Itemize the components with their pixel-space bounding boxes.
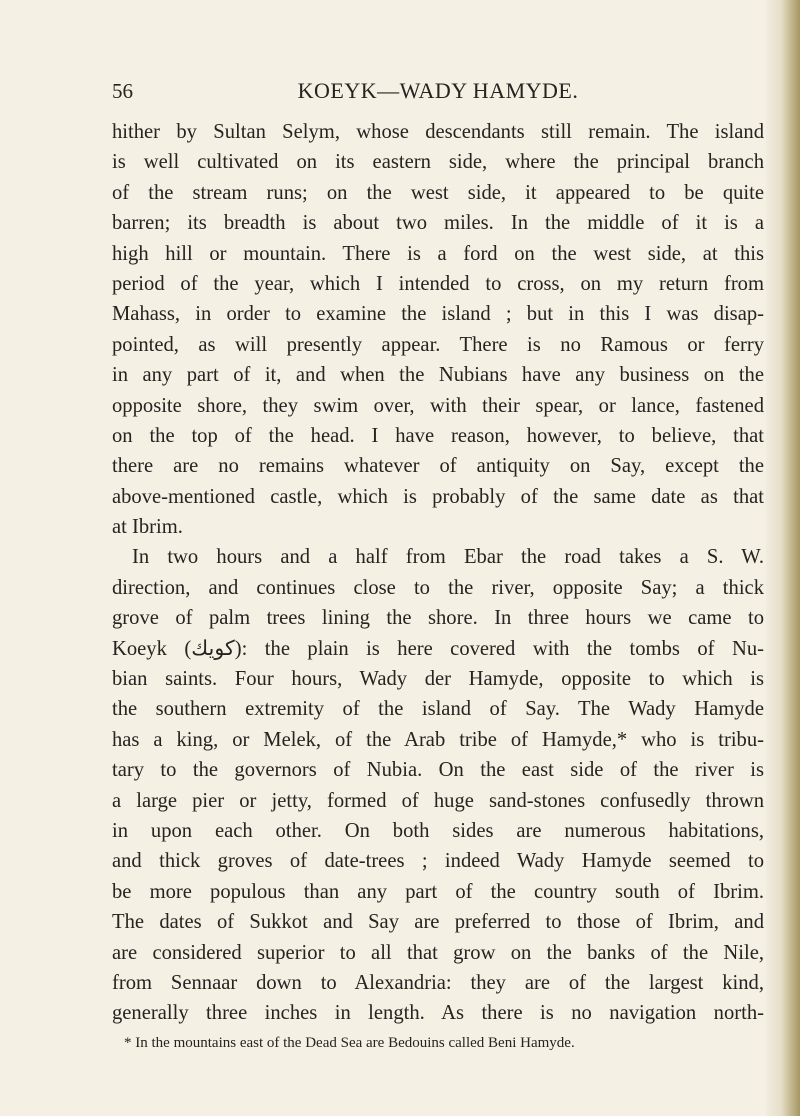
text-line: in upon each other. On both sides are numerous habitations, — [112, 819, 764, 842]
text-line: from Sennaar down to Alexandria: they are of the largest kind, — [112, 971, 764, 994]
paragraph-2 — [112, 542, 764, 1028]
text-line: is well cultivated on its eastern side, where the principal branch — [112, 151, 764, 174]
text-line: opposite shore, they swim over, with their spear, or lance, fastened — [112, 394, 764, 417]
text-line: are considered superior to all that grow on the banks of the Nile, — [112, 941, 764, 964]
text-line: period of the year, which I intended to cross, on my return from — [112, 272, 764, 295]
page-gutter-shadow — [766, 0, 800, 1116]
text-line: grove of palm trees lining the shore. In three hours we came to — [112, 607, 764, 630]
text-line: Mahass, in order to examine the island ; but in this I was disap- — [112, 303, 764, 326]
text-line: hither by Sultan Selym, whose descendants still remain. The island — [112, 121, 764, 143]
page-number: 56 — [112, 79, 133, 103]
page-header — [112, 78, 764, 108]
text-line: at Ibrim. — [112, 516, 183, 539]
text-line: be more populous than any part of the country south of Ibrim. — [112, 880, 764, 903]
text-line: the southern extremity of the island of Say. The Wady Hamyde — [112, 698, 764, 721]
text-line: The dates of Sukkot and Say are preferred to those of Ibrim, and — [112, 911, 764, 934]
text-line: high hill or mountain. There is a ford on the west side, at this — [112, 242, 764, 265]
text-line: of the stream runs; on the west side, it appeared to be quite — [112, 181, 764, 204]
text-line: generally three inches in length. As there is no navigation north- — [112, 1002, 764, 1025]
body-text — [112, 117, 764, 1029]
text-line: barren; its breadth is about two miles. In the middle of it is a — [112, 212, 764, 235]
text-line: In two hours and a half from Ebar the road takes a S. W. — [132, 546, 764, 569]
text-line: in any part of it, and when the Nubians have any business on the — [112, 364, 764, 387]
text-line: bian saints. Four hours, Wady der Hamyde, opposite to which is — [112, 668, 764, 691]
running-head: KOEYK—WADY HAMYDE. — [297, 78, 579, 103]
text-line: and thick groves of date-trees ; indeed Wady Hamyde seemed to — [112, 850, 764, 873]
text-line: has a king, or Melek, of the Arab tribe of Hamyde,* who is tribu- — [112, 728, 764, 751]
text-line: there are no remains whatever of antiquity on Say, except the — [112, 455, 764, 478]
text-line: a large pier or jetty, formed of huge sand-stones confusedly thrown — [112, 789, 764, 812]
text-line: pointed, as will presently appear. There is no Ramous or ferry — [112, 333, 764, 356]
paragraph-1 — [112, 117, 764, 542]
book-page — [112, 78, 764, 1053]
text-line: tary to the governors of Nubia. On the east side of the river is — [112, 759, 764, 782]
text-line: direction, and continues close to the river, opposite Say; a thick — [112, 576, 764, 599]
footnote: * In the mountains east of the Dead Sea are Bedouins called Beni Hamyde. — [124, 1034, 575, 1051]
text-line: above-mentioned castle, which is probably of the same date as that — [112, 485, 764, 508]
text-line: Koeyk (كويك): the plain is here covered with the tombs of Nu- — [112, 637, 764, 660]
text-line: on the top of the head. I have reason, however, to believe, that — [112, 424, 764, 447]
